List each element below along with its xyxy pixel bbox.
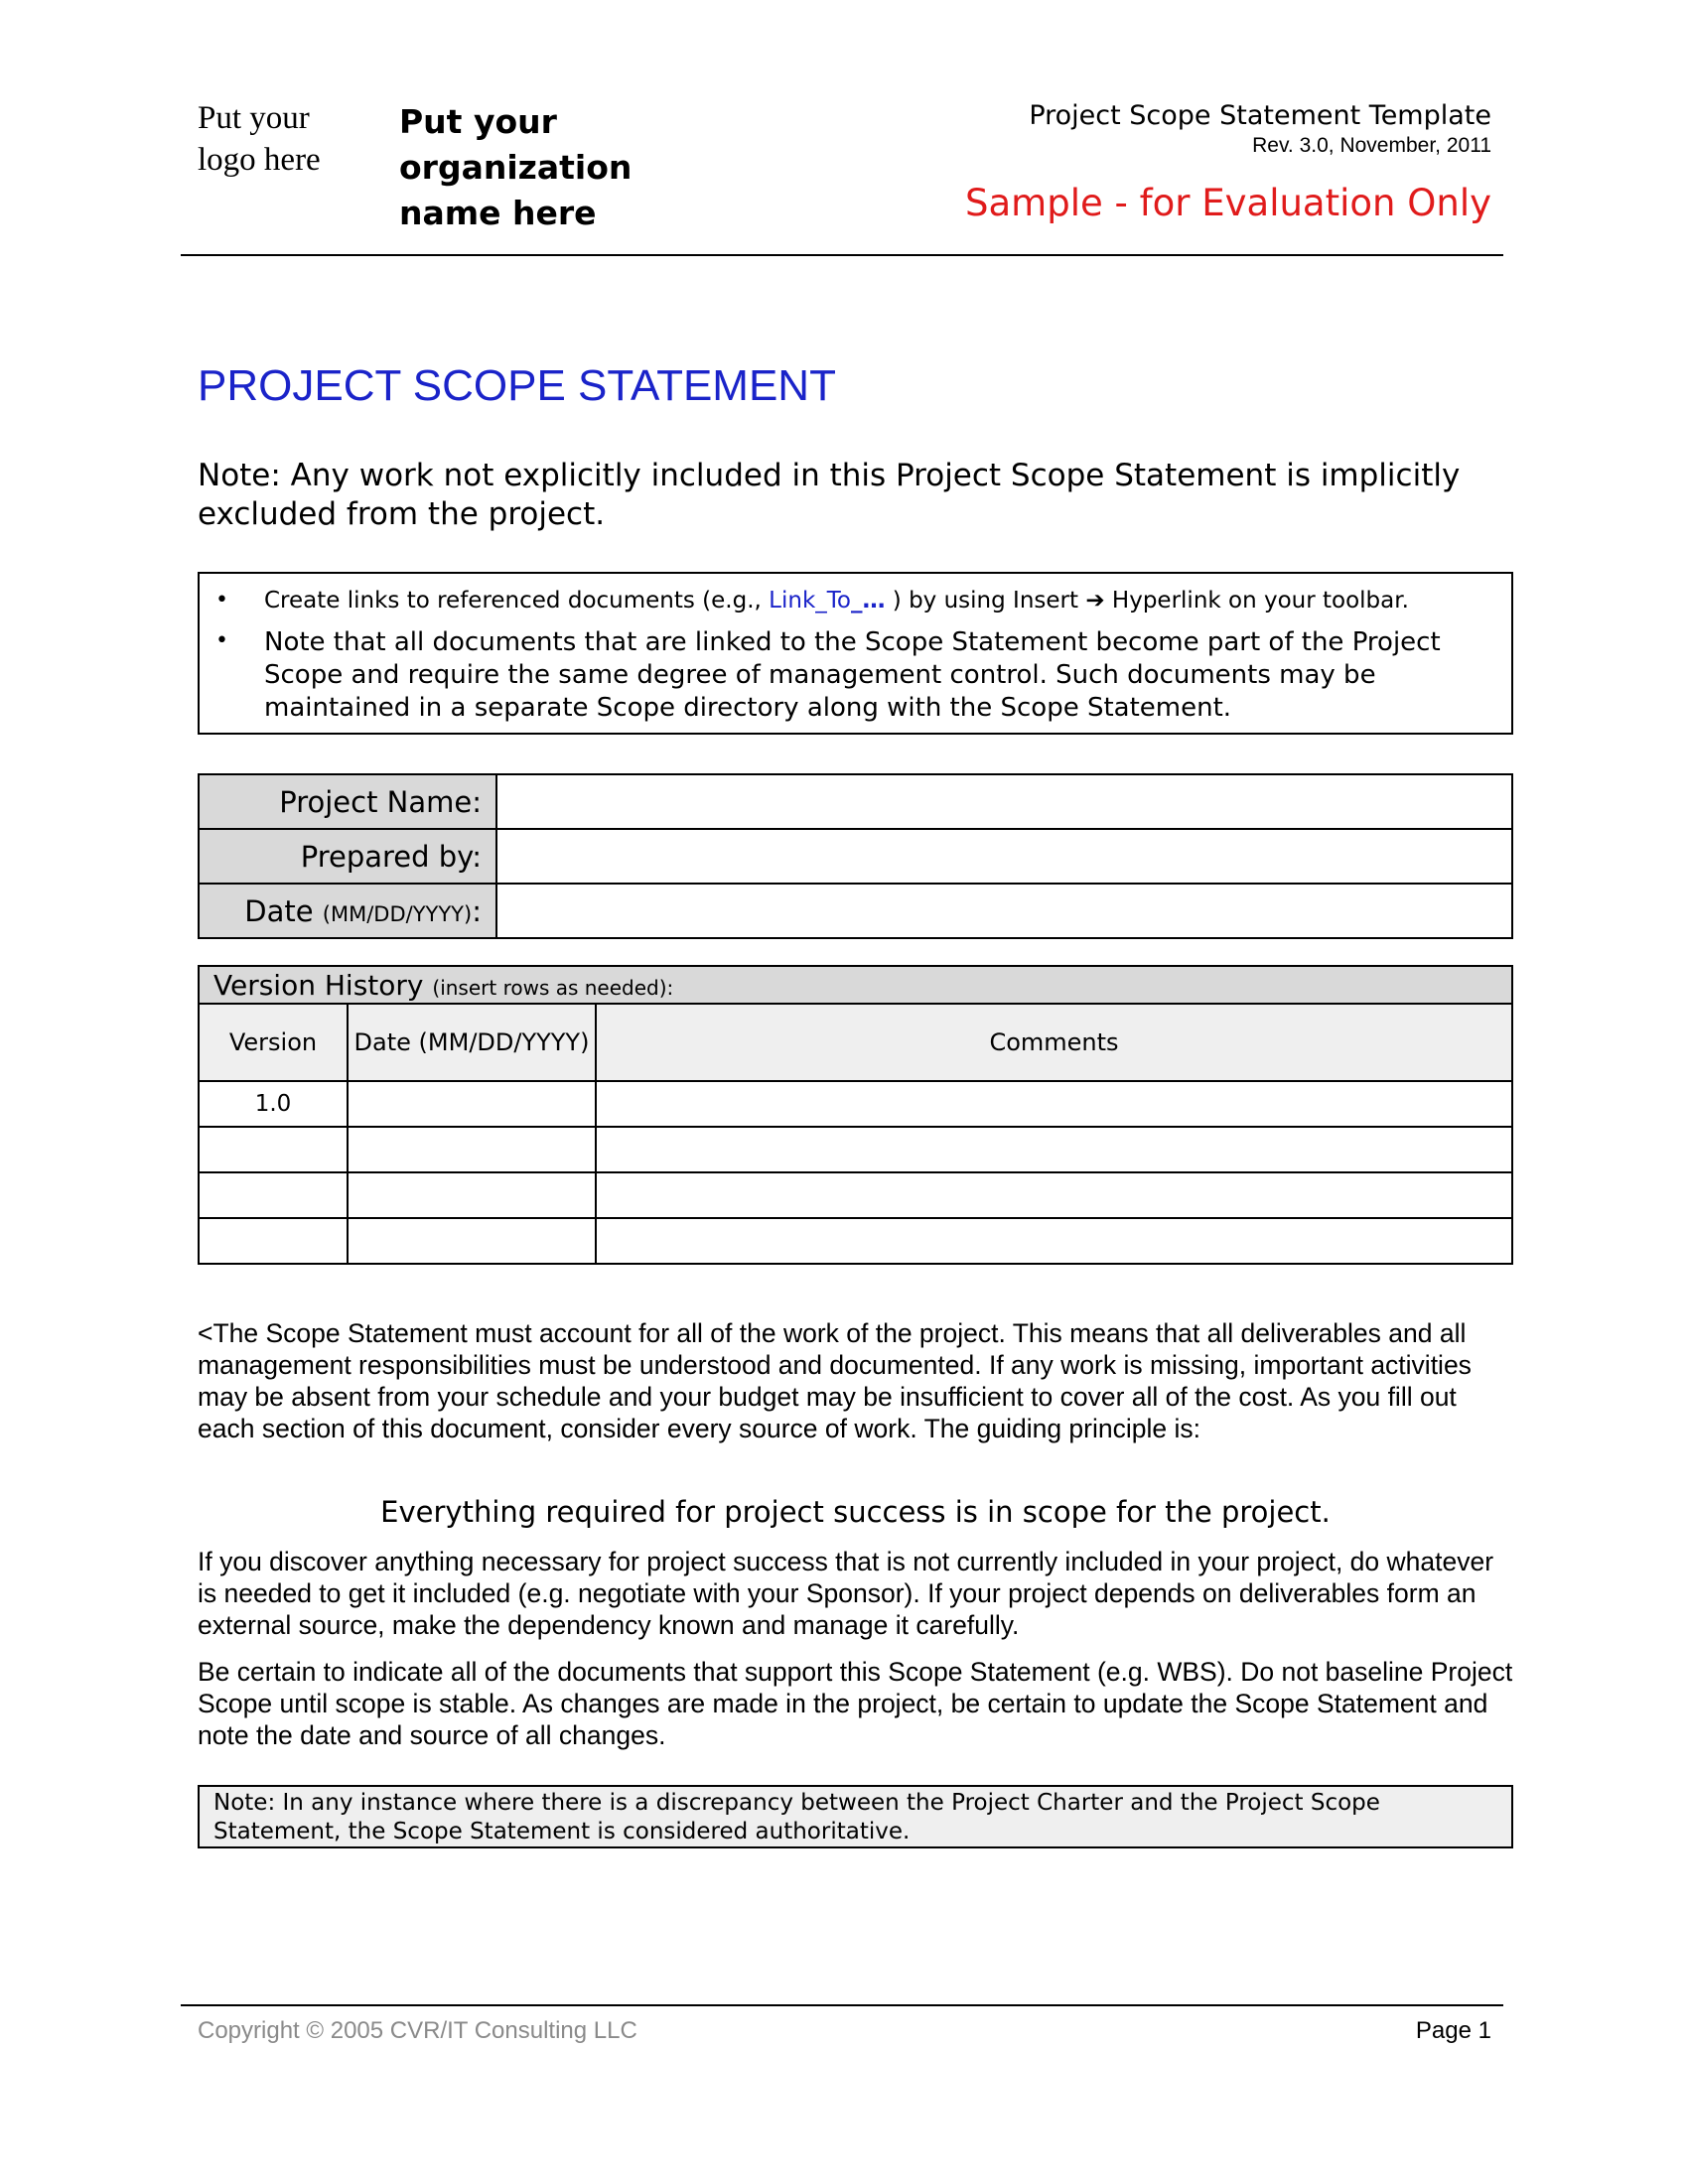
instruction-text: Create links to referenced documents (e.g., Link_To_… ) by using Insert ➔ Hyperlink on your toolbar. [264, 588, 1409, 614]
body-paragraph: Be certain to indicate all of the documents that support this Scope Statement (e.g. WBS). Do not baseline Project Scope until scope is stable. As changes are made in the project, be certain to update the Scope Statement and note the date and source of all changes. [198, 1657, 1513, 1750]
version-cell[interactable] [199, 1218, 348, 1264]
version-history-caption-note: (insert rows as needed): [432, 975, 674, 1000]
comments-cell[interactable] [596, 1172, 1512, 1218]
guiding-principle: Everything required for project success is in scope for the project. [380, 1495, 1331, 1529]
header-divider [181, 254, 1503, 256]
version-history-table [198, 965, 1513, 1265]
arrow-right-icon: ➔ [1085, 588, 1105, 614]
authoritative-note: Note: In any instance where there is a discrepancy between the Project Charter and the Project Scope Statement, the Scope Statement is considered authoritative. [198, 1785, 1513, 1848]
bullet-icon: • [215, 588, 228, 613]
logo-placeholder: Put your logo here [198, 100, 321, 178]
organization-name: Put your organization name here [399, 102, 633, 232]
footer-divider [181, 2004, 1503, 2006]
project-name-label: Project Name: [199, 774, 496, 829]
sample-notice: Sample - for Evaluation Only [965, 182, 1491, 224]
table-row [199, 1127, 1512, 1172]
date-cell[interactable] [348, 1172, 596, 1218]
date-cell[interactable] [348, 1127, 596, 1172]
version-history-header-row [199, 1004, 1512, 1081]
version-cell[interactable] [199, 1172, 348, 1218]
prepared-by-field[interactable] [496, 829, 1512, 884]
version-cell[interactable] [199, 1127, 348, 1172]
version-history-caption: Version History (insert rows as needed): [199, 966, 1512, 1004]
comments-cell[interactable] [596, 1081, 1512, 1127]
table-row [199, 1172, 1512, 1218]
column-header-comments: Comments [596, 1004, 1512, 1081]
version-history-caption-row [199, 966, 1512, 1004]
example-link-tail[interactable]: _… [850, 588, 886, 614]
template-title: Project Scope Statement Template [1029, 100, 1491, 131]
scope-note: Note: Any work not explicitly included in this Project Scope Statement is implicitly excluded from the project. [198, 458, 1461, 532]
date-label: Date (MM/DD/YYYY): [199, 884, 496, 938]
project-name-field[interactable] [496, 774, 1512, 829]
version-cell[interactable]: 1.0 [199, 1081, 348, 1127]
instruction-item [215, 626, 1491, 725]
bullet-icon: • [215, 628, 228, 653]
revision-text: Rev. 3.0, November, 2011 [1252, 134, 1491, 157]
instruction-item [215, 586, 1491, 615]
table-row [199, 829, 1512, 884]
instruction-text: Note that all documents that are linked to the Scope Statement become part of the Project Scope and require the same degree of management control. Such documents may be maintained in a separate Scope directory along with the Scope Statement. [264, 627, 1441, 723]
page-number: Page 1 [1415, 2017, 1491, 2044]
table-row [199, 1218, 1512, 1264]
body-paragraph: If you discover anything necessary for project success that is not currently included in your project, do whatever is needed to get it included (e.g. negotiate with your Sponsor). If your project depends on deliverables form an external source, make the dependency known and manage it carefully. [198, 1547, 1494, 1640]
date-cell[interactable] [348, 1081, 596, 1127]
comments-cell[interactable] [596, 1218, 1512, 1264]
date-field[interactable] [496, 884, 1512, 938]
table-row [199, 1081, 1512, 1127]
date-cell[interactable] [348, 1218, 596, 1264]
copyright-text: Copyright © 2005 CVR/IT Consulting LLC [198, 2017, 637, 2044]
page-title: PROJECT SCOPE STATEMENT [198, 361, 836, 410]
project-info-table [198, 773, 1513, 939]
header-right [965, 99, 1491, 226]
body-paragraph: <The Scope Statement must account for all of the work of the project. This means that all deliverables and all management responsibilities must be understood and documented. If any work is missing, important activities may be absent from your schedule and your budget may be insufficient to cover all of the cost. As you fill out each section of this document, consider every source of work. The guiding principle is: [198, 1318, 1472, 1443]
comments-cell[interactable] [596, 1127, 1512, 1172]
table-row [199, 774, 1512, 829]
column-header-date: Date (MM/DD/YYYY) [348, 1004, 596, 1081]
date-format-hint: (MM/DD/YYYY) [322, 901, 473, 926]
table-row [199, 884, 1512, 938]
instruction-box [198, 572, 1513, 735]
example-link[interactable]: Link_To [769, 588, 851, 614]
prepared-by-label: Prepared by: [199, 829, 496, 884]
column-header-version: Version [199, 1004, 348, 1081]
